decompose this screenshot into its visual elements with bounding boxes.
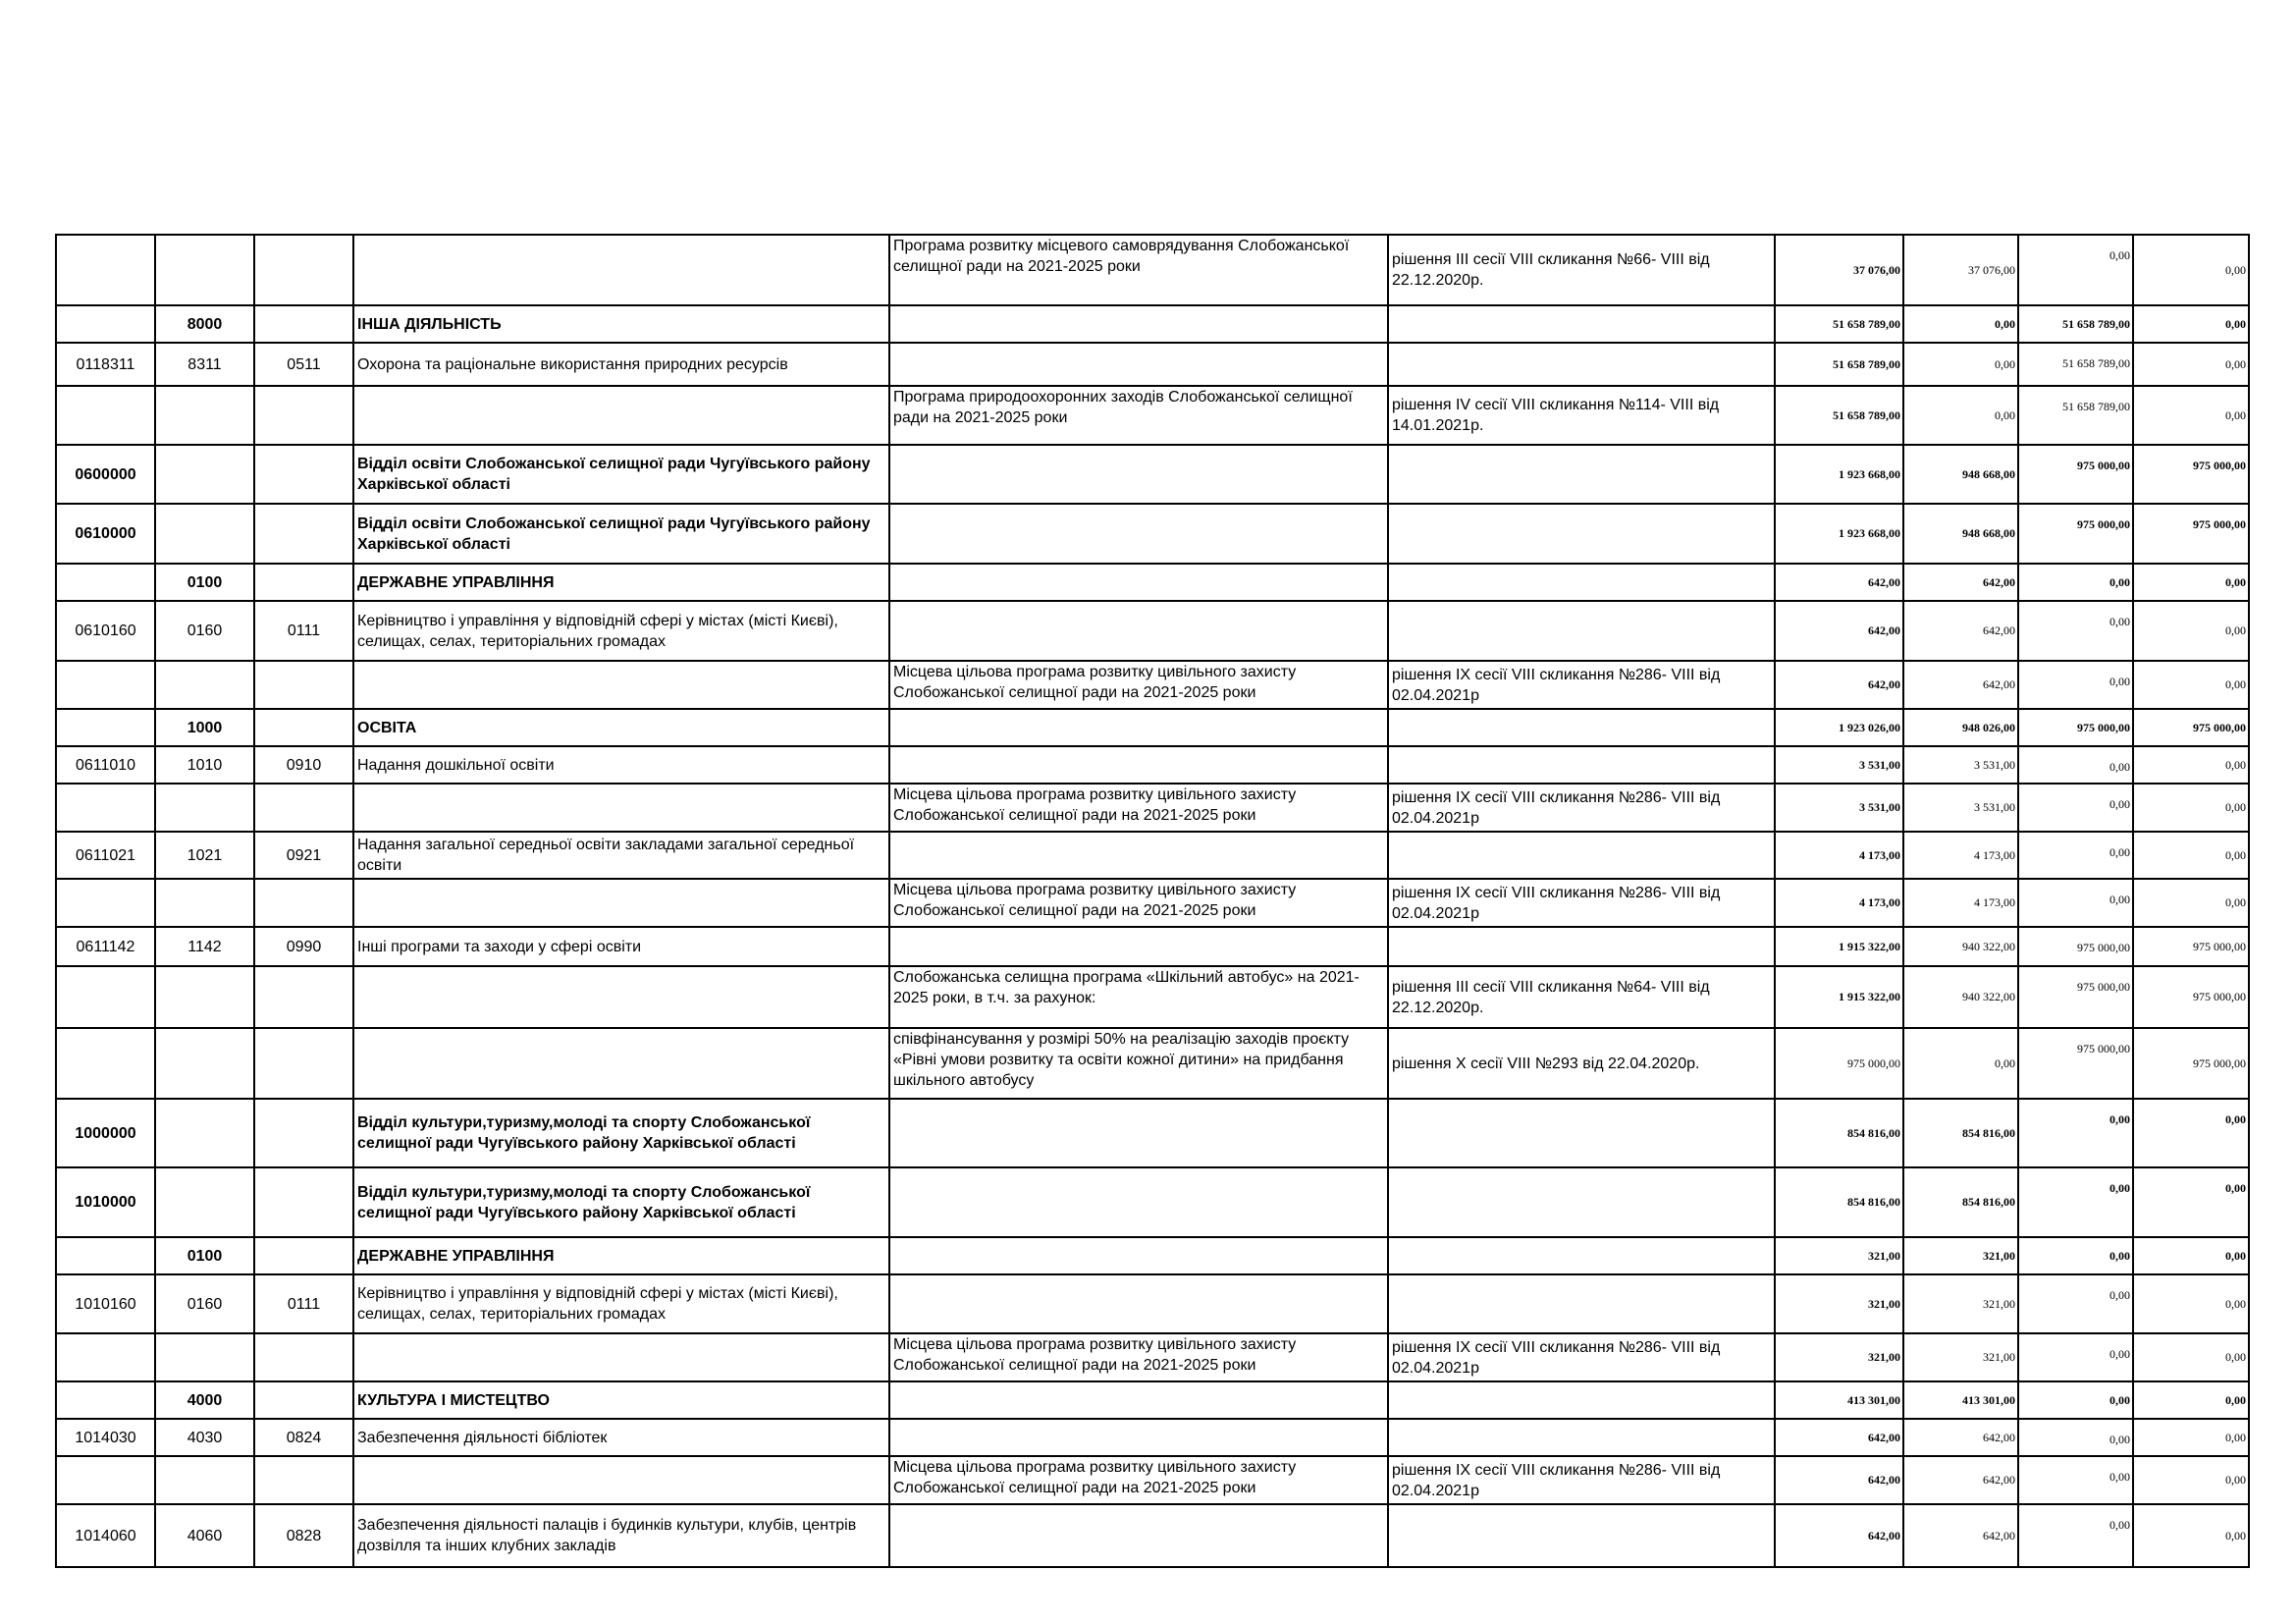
program-code-cell [56,661,155,709]
classifier-code-cell [254,564,353,601]
special-fund-cell: 975 000,00 [2018,504,2133,564]
function-code-cell [155,1099,254,1167]
total-amount-cell: 1 915 322,00 [1775,966,1903,1028]
classifier-code-cell [254,235,353,305]
program-code-cell: 0611021 [56,832,155,879]
development-budget-cell: 0,00 [2133,1237,2249,1274]
program-code-cell: 0600000 [56,445,155,504]
special-fund-cell: 0,00 [2018,746,2133,784]
classifier-code-cell [254,879,353,927]
decision-cell [1388,1274,1775,1333]
development-budget-cell: 975 000,00 [2133,966,2249,1028]
name-cell [353,784,889,832]
development-budget-cell: 0,00 [2133,1381,2249,1419]
program-name-cell: Програма природоохоронних заходів Слобожанської селищної ради на 2021-2025 роки [889,386,1388,445]
function-code-cell: 0100 [155,564,254,601]
function-code-cell: 4000 [155,1381,254,1419]
special-fund-cell: 51 658 789,00 [2018,386,2133,445]
name-cell: ДЕРЖАВНЕ УПРАВЛІННЯ [353,564,889,601]
function-code-cell [155,879,254,927]
name-cell [353,235,889,305]
program-code-cell [56,1028,155,1099]
function-code-cell: 4030 [155,1419,254,1456]
program-name-cell: Місцева цільова програма розвитку цивільного захисту Слобожанської селищної ради на 2021-2025 роки [889,879,1388,927]
total-amount-cell: 51 658 789,00 [1775,343,1903,386]
function-code-cell: 1142 [155,927,254,966]
function-code-cell: 1021 [155,832,254,879]
total-amount-cell: 1 923 026,00 [1775,709,1903,746]
table-row [56,1419,2249,1456]
program-code-cell: 1010160 [56,1274,155,1333]
development-budget-cell: 0,00 [2133,1274,2249,1333]
total-amount-cell: 854 816,00 [1775,1167,1903,1237]
program-name-cell [889,1274,1388,1333]
decision-cell [1388,927,1775,966]
development-budget-cell: 0,00 [2133,564,2249,601]
table-row [56,784,2249,832]
function-code-cell [155,504,254,564]
table-row [56,661,2249,709]
special-fund-cell: 0,00 [2018,564,2133,601]
program-name-cell: Місцева цільова програма розвитку цивільного захисту Слобожанської селищної ради на 2021-2025 роки [889,1333,1388,1381]
general-fund-cell: 948 668,00 [1903,504,2018,564]
development-budget-cell: 975 000,00 [2133,445,2249,504]
total-amount-cell: 321,00 [1775,1274,1903,1333]
total-amount-cell: 642,00 [1775,1504,1903,1567]
decision-cell [1388,305,1775,343]
classifier-code-cell [254,784,353,832]
program-name-cell [889,1504,1388,1567]
function-code-cell [155,784,254,832]
development-budget-cell: 0,00 [2133,1099,2249,1167]
general-fund-cell: 321,00 [1903,1274,2018,1333]
total-amount-cell: 642,00 [1775,1419,1903,1456]
program-name-cell [889,709,1388,746]
table-row [56,305,2249,343]
program-name-cell [889,1099,1388,1167]
program-name-cell [889,564,1388,601]
development-budget-cell: 0,00 [2133,879,2249,927]
decision-cell: рішення Х сесії VIII №293 від 22.04.2020р. [1388,1028,1775,1099]
special-fund-cell: 0,00 [2018,1237,2133,1274]
program-code-cell: 1014060 [56,1504,155,1567]
special-fund-cell: 0,00 [2018,1381,2133,1419]
development-budget-cell: 0,00 [2133,661,2249,709]
function-code-cell [155,966,254,1028]
table-row [56,927,2249,966]
general-fund-cell: 0,00 [1903,343,2018,386]
program-name-cell: Програма розвитку місцевого самоврядування Слобожанської селищної ради на 2021-2025 роки [889,235,1388,305]
special-fund-cell: 0,00 [2018,1333,2133,1381]
classifier-code-cell: 0511 [254,343,353,386]
development-budget-cell: 0,00 [2133,235,2249,305]
name-cell: Відділ культури,туризму,молоді та спорту Слобожанської селищної ради Чугуївського району Харківської області [353,1099,889,1167]
classifier-code-cell [254,1099,353,1167]
classifier-code-cell: 0921 [254,832,353,879]
classifier-code-cell: 0828 [254,1504,353,1567]
development-budget-cell: 0,00 [2133,305,2249,343]
table-row [56,235,2249,305]
total-amount-cell: 321,00 [1775,1333,1903,1381]
total-amount-cell: 642,00 [1775,564,1903,601]
name-cell: Забезпечення діяльності палаців і будинків культури, клубів, центрів дозвілля та інших клубних закладів [353,1504,889,1567]
program-name-cell [889,1237,1388,1274]
special-fund-cell: 0,00 [2018,1504,2133,1567]
table-row [56,564,2249,601]
special-fund-cell: 975 000,00 [2018,445,2133,504]
classifier-code-cell [254,1028,353,1099]
general-fund-cell: 854 816,00 [1903,1099,2018,1167]
program-name-cell [889,445,1388,504]
total-amount-cell: 321,00 [1775,1237,1903,1274]
special-fund-cell: 0,00 [2018,1274,2133,1333]
table-row [56,343,2249,386]
table-row [56,1274,2249,1333]
total-amount-cell: 1 923 668,00 [1775,504,1903,564]
function-code-cell: 8000 [155,305,254,343]
program-name-cell: співфінансування у розмірі 50% на реалізацію заходів проєкту «Рівні умови розвитку та освіти кожної дитини» на придбання шкільного автобусу [889,1028,1388,1099]
table-row [56,966,2249,1028]
name-cell: Відділ освіти Слобожанської селищної ради Чугуївського району Харківської області [353,445,889,504]
function-code-cell [155,386,254,445]
name-cell: Відділ культури,туризму,молоді та спорту Слобожанської селищної ради Чугуївського району Харківської області [353,1167,889,1237]
classifier-code-cell [254,1333,353,1381]
development-budget-cell: 0,00 [2133,1504,2249,1567]
classifier-code-cell: 0824 [254,1419,353,1456]
decision-cell [1388,601,1775,661]
program-name-cell [889,1381,1388,1419]
decision-cell [1388,1504,1775,1567]
function-code-cell: 0100 [155,1237,254,1274]
classifier-code-cell [254,1456,353,1504]
program-code-cell [56,1237,155,1274]
program-name-cell [889,343,1388,386]
total-amount-cell: 642,00 [1775,601,1903,661]
table-row [56,1237,2249,1274]
special-fund-cell: 0,00 [2018,235,2133,305]
total-amount-cell: 642,00 [1775,661,1903,709]
name-cell [353,661,889,709]
decision-cell [1388,1381,1775,1419]
name-cell: Забезпечення діяльності бібліотек [353,1419,889,1456]
special-fund-cell: 51 658 789,00 [2018,343,2133,386]
special-fund-cell: 0,00 [2018,1167,2133,1237]
general-fund-cell: 948 026,00 [1903,709,2018,746]
classifier-code-cell [254,709,353,746]
name-cell: КУЛЬТУРА І МИСТЕЦТВО [353,1381,889,1419]
general-fund-cell: 37 076,00 [1903,235,2018,305]
general-fund-cell: 642,00 [1903,1419,2018,1456]
development-budget-cell: 975 000,00 [2133,709,2249,746]
general-fund-cell: 321,00 [1903,1237,2018,1274]
table-row [56,1099,2249,1167]
classifier-code-cell [254,305,353,343]
program-name-cell [889,746,1388,784]
special-fund-cell: 51 658 789,00 [2018,305,2133,343]
general-fund-cell: 948 668,00 [1903,445,2018,504]
decision-cell [1388,1167,1775,1237]
program-name-cell: Слобожанська селищна програма «Шкільний автобус» на 2021-2025 роки, в т.ч. за рахунок: [889,966,1388,1028]
classifier-code-cell: 0990 [254,927,353,966]
program-name-cell: Місцева цільова програма розвитку цивільного захисту Слобожанської селищної ради на 2021-2025 роки [889,1456,1388,1504]
function-code-cell: 1010 [155,746,254,784]
total-amount-cell: 4 173,00 [1775,879,1903,927]
classifier-code-cell [254,1237,353,1274]
general-fund-cell: 642,00 [1903,564,2018,601]
special-fund-cell: 0,00 [2018,832,2133,879]
function-code-cell [155,1456,254,1504]
name-cell [353,879,889,927]
development-budget-cell: 0,00 [2133,1333,2249,1381]
program-code-cell: 1014030 [56,1419,155,1456]
special-fund-cell: 975 000,00 [2018,709,2133,746]
decision-cell [1388,746,1775,784]
general-fund-cell: 3 531,00 [1903,784,2018,832]
general-fund-cell: 854 816,00 [1903,1167,2018,1237]
program-code-cell [56,709,155,746]
program-code-cell: 0118311 [56,343,155,386]
program-code-cell [56,1456,155,1504]
table-row [56,832,2249,879]
classifier-code-cell [254,1381,353,1419]
classifier-code-cell: 0910 [254,746,353,784]
total-amount-cell: 4 173,00 [1775,832,1903,879]
program-code-cell: 1010000 [56,1167,155,1237]
table-row [56,601,2249,661]
classifier-code-cell: 0111 [254,1274,353,1333]
name-cell [353,386,889,445]
general-fund-cell: 0,00 [1903,1028,2018,1099]
table-row [56,1456,2249,1504]
name-cell: ДЕРЖАВНЕ УПРАВЛІННЯ [353,1237,889,1274]
decision-cell [1388,709,1775,746]
special-fund-cell: 0,00 [2018,1099,2133,1167]
total-amount-cell: 1 923 668,00 [1775,445,1903,504]
special-fund-cell: 975 000,00 [2018,927,2133,966]
general-fund-cell: 642,00 [1903,661,2018,709]
classifier-code-cell [254,504,353,564]
program-code-cell [56,235,155,305]
development-budget-cell: 0,00 [2133,1419,2249,1456]
program-name-cell [889,1419,1388,1456]
decision-cell [1388,832,1775,879]
development-budget-cell: 0,00 [2133,386,2249,445]
program-code-cell [56,386,155,445]
table-body [56,235,2249,1567]
general-fund-cell: 940 322,00 [1903,927,2018,966]
function-code-cell [155,235,254,305]
function-code-cell: 0160 [155,601,254,661]
total-amount-cell: 854 816,00 [1775,1099,1903,1167]
decision-cell: рішення ІХ сесії VIII скликання №286- VIII від 02.04.2021р [1388,661,1775,709]
total-amount-cell: 413 301,00 [1775,1381,1903,1419]
decision-cell [1388,564,1775,601]
program-code-cell [56,879,155,927]
program-code-cell [56,1333,155,1381]
program-code-cell: 1000000 [56,1099,155,1167]
total-amount-cell: 3 531,00 [1775,746,1903,784]
classifier-code-cell [254,966,353,1028]
table-row [56,709,2249,746]
decision-cell: рішення ІХ сесії VIII скликання №286- VIII від 02.04.2021р [1388,1333,1775,1381]
program-name-cell [889,601,1388,661]
function-code-cell: 8311 [155,343,254,386]
classifier-code-cell [254,445,353,504]
program-code-cell [56,305,155,343]
name-cell [353,966,889,1028]
special-fund-cell: 975 000,00 [2018,966,2133,1028]
table-row [56,504,2249,564]
decision-cell [1388,1419,1775,1456]
program-code-cell: 0610000 [56,504,155,564]
development-budget-cell: 0,00 [2133,1456,2249,1504]
name-cell: Надання загальної середньої освіти закладами загальної середньої освіти [353,832,889,879]
table-row [56,386,2249,445]
name-cell [353,1333,889,1381]
development-budget-cell: 0,00 [2133,832,2249,879]
development-budget-cell: 0,00 [2133,601,2249,661]
decision-cell [1388,1237,1775,1274]
decision-cell: рішення ІІІ сесії VIII скликання №64- VIII від 22.12.2020р. [1388,966,1775,1028]
general-fund-cell: 0,00 [1903,386,2018,445]
general-fund-cell: 4 173,00 [1903,832,2018,879]
name-cell [353,1028,889,1099]
special-fund-cell: 0,00 [2018,879,2133,927]
decision-cell [1388,343,1775,386]
table-row [56,1167,2249,1237]
total-amount-cell: 51 658 789,00 [1775,386,1903,445]
classifier-code-cell [254,661,353,709]
special-fund-cell: 0,00 [2018,661,2133,709]
development-budget-cell: 0,00 [2133,1167,2249,1237]
function-code-cell [155,1333,254,1381]
name-cell [353,1456,889,1504]
name-cell: Надання дошкільної освіти [353,746,889,784]
classifier-code-cell [254,1167,353,1237]
table-row [56,1028,2249,1099]
special-fund-cell: 0,00 [2018,1456,2133,1504]
program-code-cell [56,564,155,601]
name-cell: ІНША ДІЯЛЬНІСТЬ [353,305,889,343]
program-name-cell: Місцева цільова програма розвитку цивільного захисту Слобожанської селищної ради на 2021-2025 роки [889,784,1388,832]
special-fund-cell: 0,00 [2018,1419,2133,1456]
program-code-cell: 0611142 [56,927,155,966]
total-amount-cell: 1 915 322,00 [1775,927,1903,966]
function-code-cell [155,445,254,504]
table-row [56,879,2249,927]
name-cell: Керівництво і управління у відповідній сфері у містах (місті Києві), селищах, селах, територіальних громадах [353,1274,889,1333]
name-cell: Відділ освіти Слобожанської селищної ради Чугуївського району Харківської області [353,504,889,564]
general-fund-cell: 413 301,00 [1903,1381,2018,1419]
special-fund-cell: 0,00 [2018,601,2133,661]
table-row [56,1333,2249,1381]
special-fund-cell: 975 000,00 [2018,1028,2133,1099]
total-amount-cell: 642,00 [1775,1456,1903,1504]
general-fund-cell: 642,00 [1903,1504,2018,1567]
table-row [56,746,2249,784]
decision-cell: рішення ІХ сесії VIII скликання №286- VIII від 02.04.2021р [1388,879,1775,927]
general-fund-cell: 0,00 [1903,305,2018,343]
total-amount-cell: 37 076,00 [1775,235,1903,305]
development-budget-cell: 0,00 [2133,784,2249,832]
program-name-cell: Місцева цільова програма розвитку цивільного захисту Слобожанської селищної ради на 2021-2025 роки [889,661,1388,709]
general-fund-cell: 642,00 [1903,1456,2018,1504]
function-code-cell [155,1028,254,1099]
total-amount-cell: 51 658 789,00 [1775,305,1903,343]
name-cell: Інші програми та заходи у сфері освіти [353,927,889,966]
program-name-cell [889,832,1388,879]
program-code-cell [56,1381,155,1419]
program-name-cell [889,927,1388,966]
development-budget-cell: 0,00 [2133,343,2249,386]
total-amount-cell: 3 531,00 [1775,784,1903,832]
special-fund-cell: 0,00 [2018,784,2133,832]
general-fund-cell: 4 173,00 [1903,879,2018,927]
classifier-code-cell: 0111 [254,601,353,661]
function-code-cell: 1000 [155,709,254,746]
general-fund-cell: 321,00 [1903,1333,2018,1381]
decision-cell: рішення ІV сесії VIII скликання №114- VIII від 14.01.2021р. [1388,386,1775,445]
development-budget-cell: 0,00 [2133,746,2249,784]
program-code-cell: 0611010 [56,746,155,784]
table-row [56,445,2249,504]
function-code-cell: 4060 [155,1504,254,1567]
development-budget-cell: 975 000,00 [2133,504,2249,564]
function-code-cell: 0160 [155,1274,254,1333]
program-code-cell: 0610160 [56,601,155,661]
decision-cell [1388,504,1775,564]
development-budget-cell: 975 000,00 [2133,927,2249,966]
general-fund-cell: 940 322,00 [1903,966,2018,1028]
table-row [56,1381,2249,1419]
decision-cell: рішення ІХ сесії VIII скликання №286- VIII від 02.04.2021р [1388,1456,1775,1504]
budget-table [55,234,2250,1568]
decision-cell [1388,1099,1775,1167]
decision-cell: рішення ІХ сесії VIII скликання №286- VIII від 02.04.2021р [1388,784,1775,832]
decision-cell [1388,445,1775,504]
table-row [56,1504,2249,1567]
decision-cell: рішення ІІІ сесії VIII скликання №66- VIII від 22.12.2020р. [1388,235,1775,305]
development-budget-cell: 975 000,00 [2133,1028,2249,1099]
general-fund-cell: 642,00 [1903,601,2018,661]
program-name-cell [889,305,1388,343]
function-code-cell [155,1167,254,1237]
program-code-cell [56,784,155,832]
total-amount-cell: 975 000,00 [1775,1028,1903,1099]
program-name-cell [889,504,1388,564]
program-code-cell [56,966,155,1028]
function-code-cell [155,661,254,709]
classifier-code-cell [254,386,353,445]
general-fund-cell: 3 531,00 [1903,746,2018,784]
name-cell: Охорона та раціональне використання природних ресурсів [353,343,889,386]
program-name-cell [889,1167,1388,1237]
name-cell: Керівництво і управління у відповідній сфері у містах (місті Києві), селищах, селах, територіальних громадах [353,601,889,661]
name-cell: ОСВІТА [353,709,889,746]
